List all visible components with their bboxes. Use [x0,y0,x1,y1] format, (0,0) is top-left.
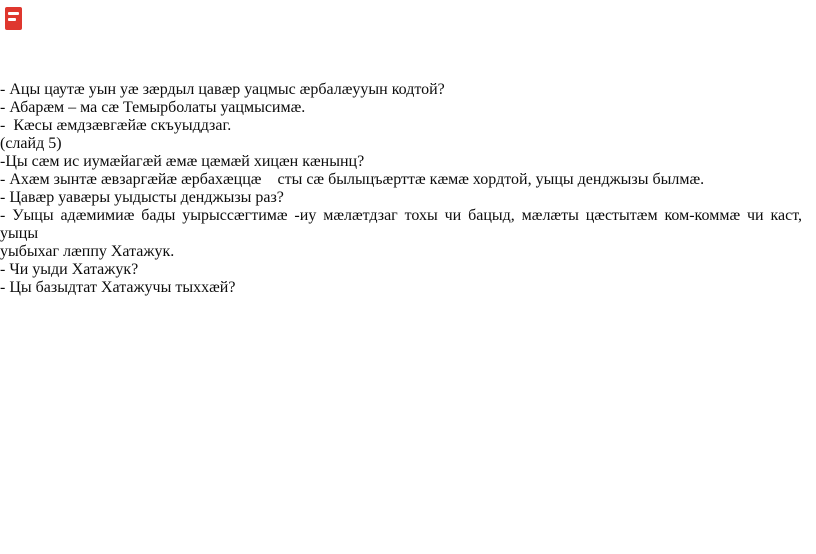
text-line-6: - Ахæм зынтæ æвзаргæйæ æрбахæццæ сты сæ былыцъæрттæ кæмæ хордтой, уыцы денджызы былмæ. [0,171,705,188]
text-line-2: - Абарæм – ма сæ Темырболаты уацмысимæ. [0,99,306,116]
text-line-4: (слайд 5) [0,135,62,152]
text-line-7: - Цавæр уавæры уыдысты денджызы раз? [0,189,284,206]
text-line-11: - Цы базыдтат Хатажучы тыххæй? [0,279,236,296]
text-line-9: уыбыхаг лæппу Хатажук. [0,243,175,260]
text-line-3: - Кæсы æмдзæвгæйæ скъуыддзаг. [0,117,232,134]
text-line-8: - Уыцы адæмимиæ бады уырыссæгтимæ -иу мæлæтдзаг тохы чи бацыд, мæлæты цæстытæм ком-коммæ чи каст, уыцы [0,207,806,242]
text-line-1: - Ацы цаутæ уын уæ зæрдыл цавæр уацмыс æрбалæууын кодтой? [0,81,445,98]
text-line-5: -Цы сæм ис иумæйагæй æмæ цæмæй хицæн кæнынц? [0,153,365,170]
text-line-10: - Чи уыди Хатажук? [0,261,139,278]
